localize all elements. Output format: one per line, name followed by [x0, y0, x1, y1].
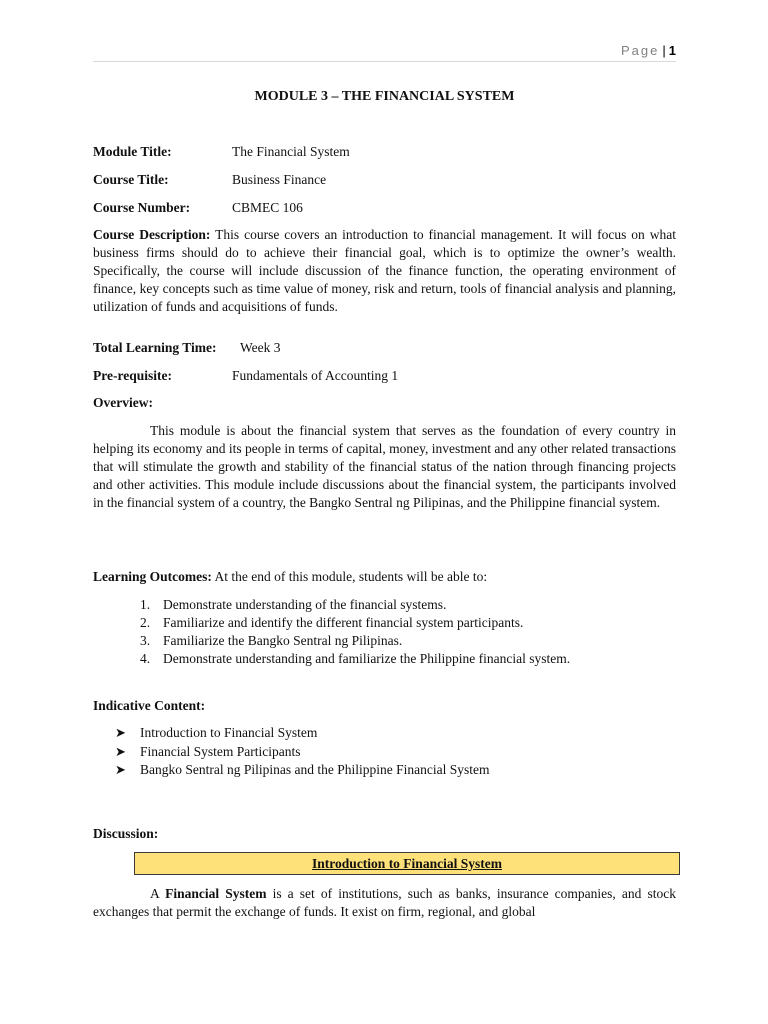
- course-description-label: Course Description:: [93, 227, 211, 242]
- learning-outcomes-line: [93, 568, 487, 586]
- module-title-value: The Financial System: [232, 144, 350, 159]
- prerequisite-label: Pre-requisite:: [93, 368, 172, 383]
- list-item: [115, 724, 675, 743]
- list-number: 1.: [140, 597, 151, 612]
- list-number: 2.: [140, 615, 151, 630]
- total-learning-time-label: Total Learning Time:: [93, 340, 217, 355]
- list-item-text: Financial System Participants: [140, 743, 301, 759]
- learning-outcomes-heading: Learning Outcomes:: [93, 569, 212, 584]
- course-description-text: This course covers an introduction to financial management. It will focus on what business firms should do to achieve their financial goal, which is to optimize the owner’s wealth. Specifically, the course will include discussion of the finance function, the operating environment of finance, key concepts such as time value of money, risk and return, tools of financial analysis and planning, utilization of funds and acquisitions of funds.: [93, 227, 676, 314]
- discussion-lead: A: [150, 886, 166, 901]
- arrow-bullet-icon: ➤: [115, 762, 126, 777]
- list-item: [140, 650, 680, 668]
- overview-heading: Overview:: [93, 395, 153, 410]
- course-description: [93, 226, 676, 316]
- course-title-value: Business Finance: [232, 172, 327, 187]
- page-header: [560, 42, 676, 60]
- list-item: [115, 743, 675, 762]
- list-item: [140, 632, 680, 650]
- module-title-heading: MODULE 3 – THE FINANCIAL SYSTEM: [254, 89, 515, 104]
- learning-outcomes-list: [140, 596, 680, 668]
- financial-system-term: Financial System: [165, 886, 267, 901]
- list-item-text: Demonstrate understanding and familiarize the Philippine financial system.: [163, 651, 571, 666]
- discussion-heading: Discussion:: [93, 826, 159, 841]
- list-item-text: Demonstrate understanding of the financial systems.: [163, 597, 447, 612]
- discussion-body: is a set of institutions, such as banks, insurance companies, and stock exchanges that permit the exchange of funds. It exist on firm, regional, and global: [93, 886, 676, 919]
- arrow-bullet-icon: ➤: [115, 743, 126, 759]
- indicative-content-heading: Indicative Content:: [93, 698, 206, 713]
- course-number-value: CBMEC 106: [232, 200, 303, 215]
- list-item-text: Bangko Sentral ng Pilipinas and the Philippine Financial System: [140, 762, 490, 777]
- list-item: [140, 596, 680, 614]
- indicative-content-list: [115, 724, 675, 780]
- page-word: Page: [621, 43, 660, 58]
- list-number: 3.: [140, 633, 151, 648]
- page-number: 1: [668, 43, 676, 58]
- prerequisite-value: Fundamentals of Accounting 1: [232, 368, 399, 383]
- list-item-text: Familiarize the Bangko Sentral ng Pilipinas.: [163, 633, 403, 648]
- learning-outcomes-intro: At the end of this module, students will be able to:: [214, 569, 488, 584]
- total-learning-time-value: Week 3: [240, 340, 281, 355]
- module-title-label: Module Title:: [93, 144, 172, 159]
- overview-text: [93, 422, 676, 512]
- arrow-bullet-icon: ➤: [115, 725, 126, 740]
- list-item-text: Introduction to Financial System: [140, 725, 318, 740]
- list-number: 4.: [140, 651, 151, 666]
- page-separator: |: [662, 43, 666, 58]
- course-number-label: Course Number:: [93, 200, 191, 215]
- overview-paragraph: This module is about the financial system that serves as the foundation of every country in helping its economy and its people in terms of capital, money, investment and any other related transactions that will stimulate the growth and stability of the financial status of the nation through financing projects and other activities. This module include discussions about the financial system, the participants involved in the financial system of a country, the Bangko Sentral ng Pilipinas, and the Philippine financial system.: [93, 423, 676, 510]
- list-item: [115, 761, 675, 780]
- section-banner: Introduction to Financial System: [134, 852, 680, 875]
- list-item: [140, 614, 680, 632]
- discussion-text: [93, 885, 676, 921]
- list-item-text: Familiarize and identify the different financial system participants.: [163, 615, 524, 630]
- header-divider: [93, 61, 676, 62]
- course-title-label: Course Title:: [93, 172, 169, 187]
